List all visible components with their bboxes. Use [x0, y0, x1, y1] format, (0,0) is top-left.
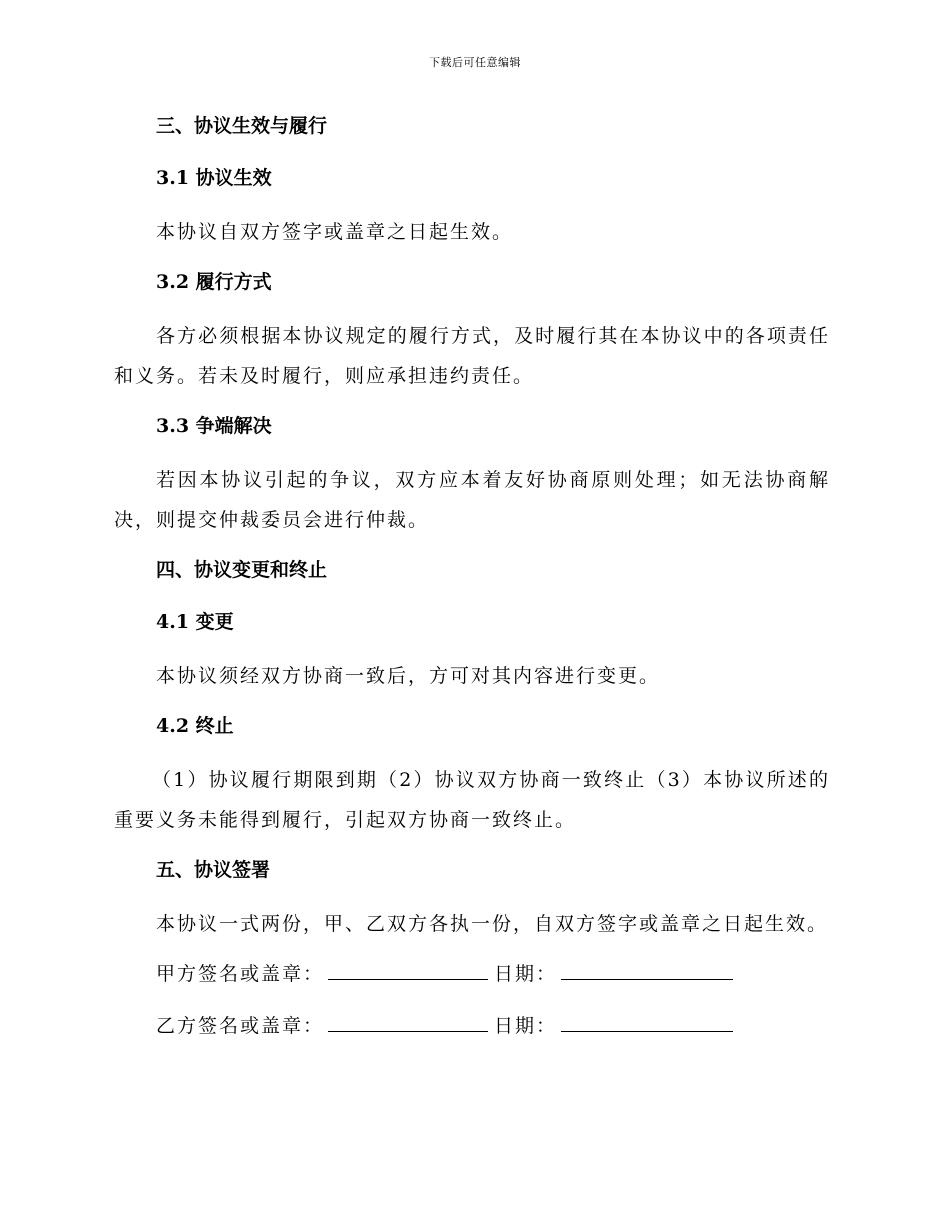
heading-section-3: 三、协议生效与履行 [156, 115, 328, 137]
page-header: 下载后可任意编辑 [429, 56, 521, 69]
signature-label: 甲方签名或盖章： [156, 963, 325, 985]
document-body [114, 108, 830, 1060]
heading-section-5: 五、协议签署 [156, 859, 271, 881]
date-blank[interactable] [561, 1009, 733, 1032]
date-blank[interactable] [561, 957, 733, 980]
heading-4-1: 4.1 变更 [156, 611, 234, 633]
para-3-3: 若因本协议引起的争议，双方应本着友好协商原则处理；如无法协商解决，则提交仲裁委员会进行仲裁。 [114, 469, 830, 531]
signature-row-party-b [114, 1008, 830, 1044]
document-sections [114, 108, 830, 944]
signature-label: 乙方签名或盖章： [156, 1015, 325, 1037]
heading-3-2: 3.2 履行方式 [156, 271, 272, 293]
heading-section-4: 四、协议变更和终止 [156, 559, 328, 581]
para-3-1: 本协议自双方签字或盖章之日起生效。 [156, 221, 514, 243]
heading-4-2: 4.2 终止 [156, 715, 234, 737]
para-4-1: 本协议须经双方协商一致后，方可对其内容进行变更。 [156, 665, 661, 687]
signature-row-party-a [114, 956, 830, 992]
signature-blank[interactable] [328, 957, 488, 980]
para-3-2: 各方必须根据本协议规定的履行方式，及时履行其在本协议中的各项责任和义务。若未及时履行，则应承担违约责任。 [114, 325, 830, 387]
heading-3-3: 3.3 争端解决 [156, 415, 272, 437]
heading-3-1: 3.1 协议生效 [156, 167, 272, 189]
para-5: 本协议一式两份，甲、乙双方各执一份，自双方签字或盖章之日起生效。 [156, 913, 829, 935]
signature-blank[interactable] [328, 1009, 488, 1032]
date-label: 日期： [494, 963, 558, 985]
para-4-2: （1）协议履行期限到期（2）协议双方协商一致终止（3）本协议所述的重要义务未能得到履行，引起双方协商一致终止。 [114, 769, 830, 831]
date-label: 日期： [494, 1015, 558, 1037]
